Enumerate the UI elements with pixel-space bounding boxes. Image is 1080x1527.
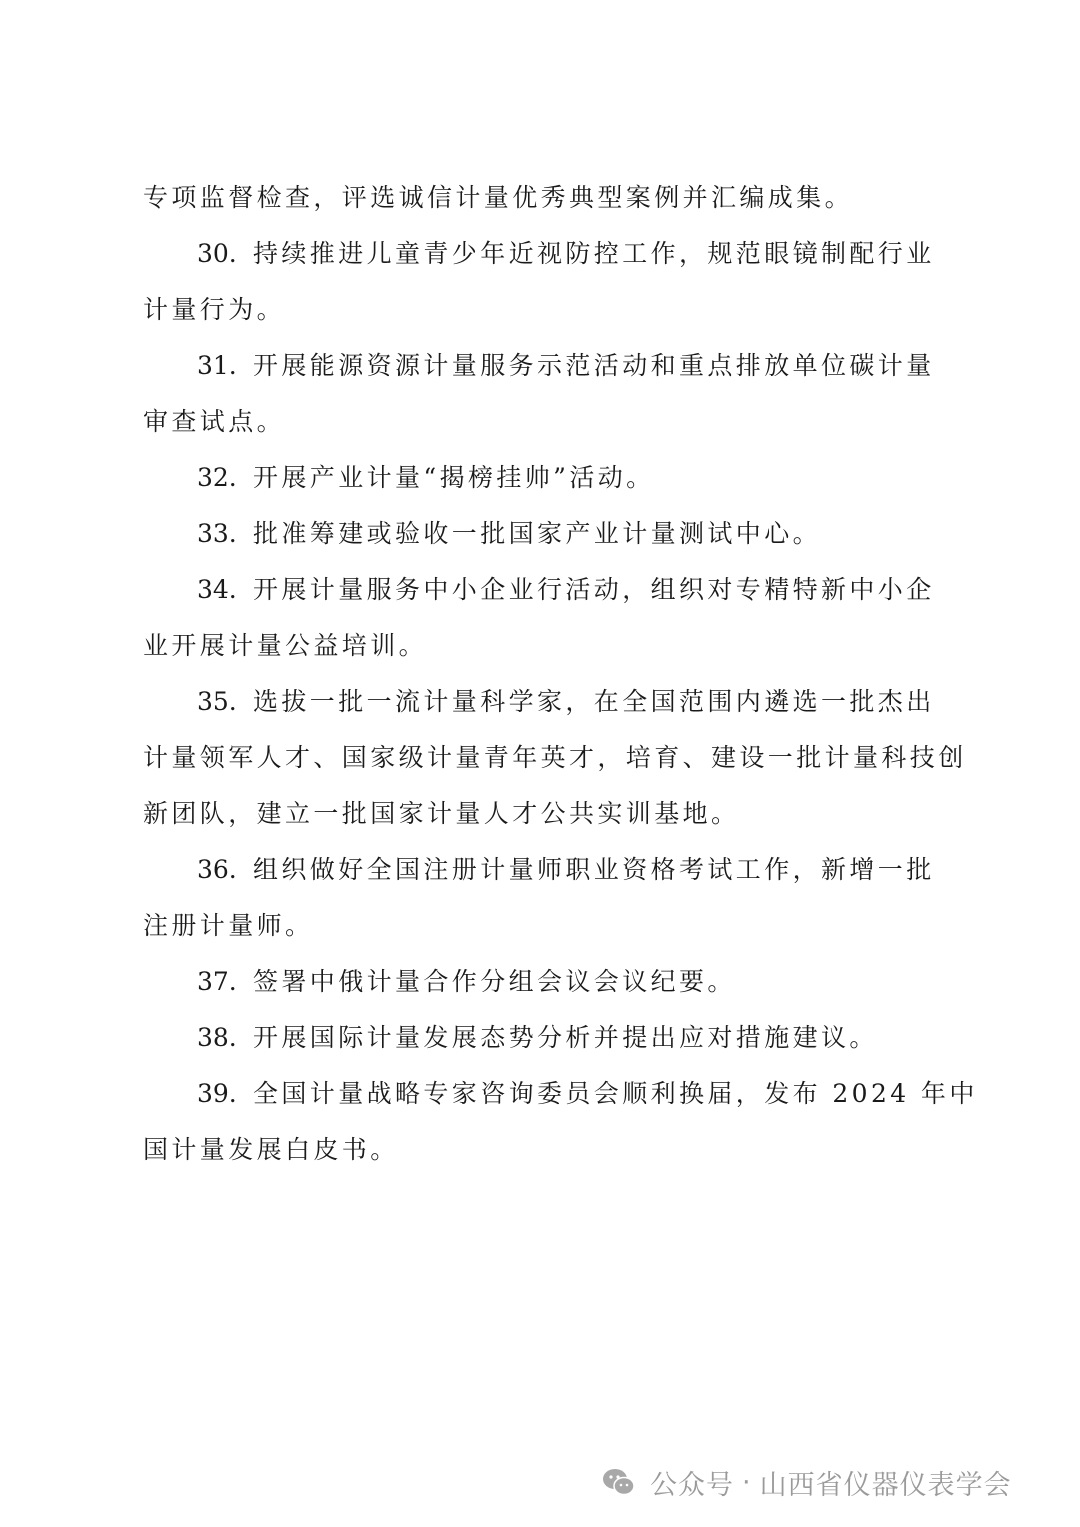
wechat-icon bbox=[602, 1467, 636, 1497]
watermark-separator: · bbox=[742, 1466, 752, 1498]
item-number: 37. bbox=[197, 967, 237, 996]
paragraph-line: 计量领军人才、国家级计量青年英才，培育、建设一批计量科技创 bbox=[143, 743, 967, 772]
document-body bbox=[143, 170, 978, 1178]
list-item-31: 31. 开展能源资源计量服务示范活动和重点排放单位碳计量 bbox=[143, 338, 943, 394]
list-item-33: 33. 批准筹建或验收一批国家产业计量测试中心。 bbox=[143, 506, 943, 562]
paragraph-line: 新团队，建立一批国家计量人才公共实训基地。 bbox=[143, 799, 740, 828]
paragraph-line: 注册计量师。 bbox=[143, 911, 314, 940]
list-item-35: 35. 选拔一批一流计量科学家，在全国范围内遴选一批杰出 bbox=[143, 674, 943, 730]
list-item-36: 36. 组织做好全国注册计量师职业资格考试工作，新增一批 bbox=[143, 842, 943, 898]
list-item-30: 30. 持续推进儿童青少年近视防控工作，规范眼镜制配行业 bbox=[143, 226, 943, 282]
list-item-37: 37. 签署中俄计量合作分组会议会议纪要。 bbox=[143, 954, 943, 1010]
item-number: 31. bbox=[197, 351, 237, 380]
wechat-watermark bbox=[602, 1462, 1012, 1502]
item-number: 36. bbox=[197, 855, 237, 884]
paragraph-line: 审查试点。 bbox=[143, 407, 286, 436]
paragraph-line: 国计量发展白皮书。 bbox=[143, 1135, 399, 1164]
item-number: 33. bbox=[197, 519, 237, 548]
list-item-38: 38. 开展国际计量发展态势分析并提出应对措施建议。 bbox=[143, 1010, 943, 1066]
item-number: 38. bbox=[197, 1023, 237, 1052]
list-item-39: 39. 全国计量战略专家咨询委员会顺利换届，发布 2024 年中 bbox=[143, 1066, 943, 1122]
item-number: 39. bbox=[197, 1079, 237, 1108]
paragraph-line: 计量行为。 bbox=[143, 295, 286, 324]
item-number: 35. bbox=[197, 687, 237, 716]
list-item-34: 34. 开展计量服务中小企业行活动，组织对专精特新中小企 bbox=[143, 562, 943, 618]
watermark-account: 山西省仪器仪表学会 bbox=[759, 1469, 1012, 1501]
item-number: 32. bbox=[197, 463, 237, 492]
item-number: 30. bbox=[197, 239, 237, 268]
item-number: 34. bbox=[197, 575, 237, 604]
paragraph-line: 业开展计量公益培训。 bbox=[143, 631, 428, 660]
list-item-32: 32. 开展产业计量“揭榜挂帅”活动。 bbox=[143, 450, 943, 506]
paragraph-line: 专项监督检查，评选诚信计量优秀典型案例并汇编成集。 bbox=[143, 183, 854, 212]
watermark-prefix: 公众号 bbox=[650, 1469, 734, 1501]
